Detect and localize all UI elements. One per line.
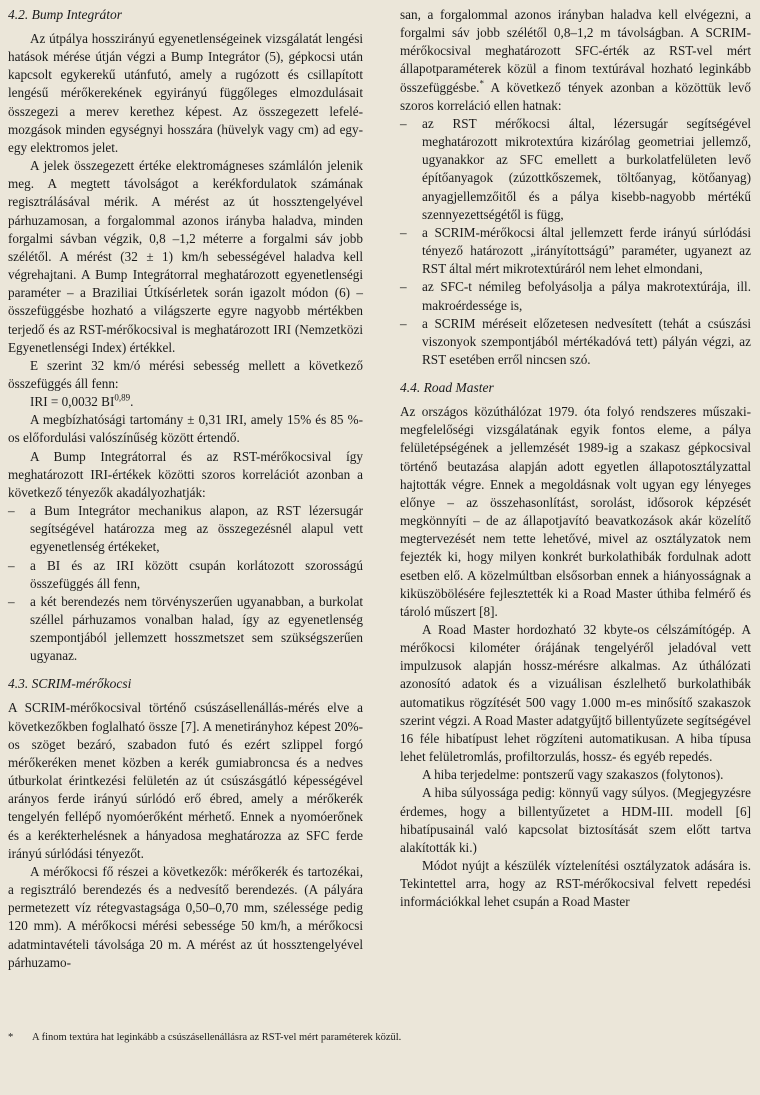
paragraph: Módot nyújt a készülék víztelenítési osztályzatok adására is. Tekintettel arra, hogy az RST-mérőkocsival felvett repedési információkkal lehet csupán a Road Master: [400, 858, 751, 910]
section-heading-bump-integrator: 4.2. Bump Integrátor: [8, 7, 122, 22]
paragraph: A megbízhatósági tartomány ± 0,31 IRI, amely 15% és 85 %-os előfordulási valószínűség között értendő.: [8, 412, 363, 446]
list-item: – az RST mérőkocsi által, lézersugár segítségével meghatározott mikrotextúra kizárólag geometriai jellemző, ugyanakkor az SFC emellett a burkolatfelületen levő építőanyagok (zúzottkőszemek, töltőanyag, kötőanyag) anyagjellemzőitől és a pálya kisebb-nagyobb mértékű szennyezettségétől is függ,: [400, 115, 751, 222]
list-item: – a SCRIM-mérőkocsi által jellemzett ferde irányú súrlódási tényező határozott „irányítottságú” paraméter, ugyanezt az RST által mért mikrotextúráról nem lehet elmondani,: [400, 224, 751, 277]
iri-formula: IRI = 0,0032 BI$^{0,89}$.: [30, 392, 134, 410]
right-column: [400, 6, 751, 912]
paragraph: san, a forgalommal azonos irányban haladva kell elvégezni, a forgalmi sáv jobb szélétől 0,8–1,2 m távolságban. A SCRIM-mérőkocsival meghatározott SFC-érték az RST-vel mért állapotparaméterek közül a finom textúrával hozható leginkább összefüggésbe.* A következő tények azonban a közöttük levő szoros korreláció ellen hatnak:: [400, 7, 751, 113]
list-item: – a Bum Integrátor mechanikus alapon, az RST lézersugár segítségével határozza meg az összegezésnél alapul vett egyenetlenség értékeket,: [8, 503, 363, 555]
list-item: – a SCRIM méréseit előzetesen nedvesített (tehát a csúszási viszonyok szempontjából mértékadóvá tett) pályán végzi, az RST esetében erről nincsen szó.: [400, 315, 751, 367]
list-item: – a két berendezés nem törvényszerűen ugyanabban, a burkolat széllel párhuzamos vonalban halad, így az egyenetlenség szempontjából jellemzett hosszmetszet sem szükségszerűen ugyanaz.: [8, 593, 363, 664]
footnote-marker: *: [8, 1032, 14, 1043]
paragraph: A jelek összegezett értéke elektromágneses számlálón jelenik meg. A megtett távolságot a kerékfordulatok számának regisztrálásával mérik. A mérést az út hossztengelyével párhuzamosan, a forgalommal azonos irányba haladva, minden forgalmi sávban végzik, 0,8 –1,2 méterre a forgalmi sáv jobb szélétől. A mérést (32 ± 1) km/h sebességével haladva kell végrehajtani. A Bump Integrátorral meghatározott egyenetlenségi paraméter – a Braziliai Útkísérletek során igazolt módon (6) – összefüggésbe hozható a világszerte egyre nagyobb mértékben terjedő és az RST-mérőkocsival is meghatározott IRI (Nemzetközi Egyenetlenségi Index) értékkel.: [8, 158, 363, 355]
footnote-marker: *: [479, 78, 484, 89]
left-column: [8, 6, 363, 972]
section-heading-scrim: 4.3. SCRIM-mérőkocsi: [8, 676, 132, 692]
factor-list: [400, 115, 751, 369]
paragraph: A hiba terjedelme: pontszerű vagy szakaszos (folytonos).: [422, 767, 724, 783]
paragraph: A mérőkocsi fő részei a következők: mérőkerék és tartozékai, a regisztráló berendezés és a nedvesítő berendezés. (A pályára permetezett víz rétegvastagsága 0,50–0,70 mm, szélessége pedig 120 mm). A mérőkocsi mérési sebessége 50 km/h, a mérőkocsi adatmintavételi távolsága 20 m. A mérést az út hossztengelyével párhuzamo-: [8, 863, 363, 970]
paragraph: A Bump Integrátorral és az RST-mérőkocsival így meghatározott IRI-értékek közötti szoros korrelációt azonban a következő tényezők akadályozhatják:: [8, 448, 363, 500]
paragraph: A Road Master hordozható 32 kbyte-os célszámítógép. A mérőkocsi kilométer órájának tengelyéről jeladóval vett impulzusok alapján hossz-mérésre alkalmas. Az úthálózati azonosító adatok és a vizuálisan észlelhető burkolathibák automatikus rögzítését 500 vagy 1.000 m-es minősítő szakaszok szerint végzi. A Road Master adatgyűjtő billentyűzete segítségével 16 féle hibatípust lehet rögzíteni automatikusan. A hiba típusa lehet felületromlás, profiltorzulás, hossz- és egyéb repedés.: [400, 622, 751, 765]
paragraph: E szerint 32 km/ó mérési sebesség mellett a következő összefüggés áll fenn:: [8, 357, 363, 391]
paragraph: Az útpálya hosszirányú egyenetlenségeinek vizsgálatát lengési hatások mérése útján végzi a Bump Integrátor (5), gépkocsi után kapcsolt egykerekű utánfutó, amely a rugózott és csillapított lengésű mérőkerekének egyirányú függőleges elmozdulásait összegezi a merev kerethez képest. Az összegezett lefelé-mozgások minden egységnyi hosszára (hüvelyk vagy cm) ad egy-egy elektromos jelet.: [8, 31, 363, 155]
paragraph: Az országos közúthálózat 1979. óta folyó rendszeres műszaki-megfelelőségi vizsgálatának egyik fontos eleme, a pálya felületépségének a jellemzését 1989-ig a szakasz gépkocsival történő beutazása alapján adott egyetlen állapotosztályzattal hajtották végre. Ennek a megoldásnak volt ugyan egy lényeges előnye – az összehasonlítást, sorolást, idősorok képzését megkönnyíti – de az állapotjavító beavatkozások akár közelítő megtervezését nem tette lehetővé, mivel az osztályzatok nem fejezték ki, hogy milyen konkrét burkolathibák fordulnak adott esetben elő. A közelmúltban elsősorban ennek a hiányosságnak a kiküszöbölésére fejlesztették ki a Road Master úthiba felmérő és tároló műszert [8].: [400, 404, 751, 619]
list-item: – a BI és az IRI között csupán korlátozott szorosságú összefüggés áll fenn,: [8, 557, 363, 591]
factor-list: [8, 502, 363, 665]
footnote-text: A finom textúra hat leginkább a csúszásellenállásra az RST-vel mért paraméterek közül.: [32, 1032, 402, 1043]
paragraph: A SCRIM-mérőkocsival történő csúszásellenállás-mérés elve a következőkben foglalható össze [7]. A menetirányhoz képest 20%-os szöget bezáró, szabadon futó és ezért szlippel forgó mérőkeréken menet közben a kerék gumiabroncsa és a nedves útburkolat érintkezési felületén az út csúszásgátló képességével arányos ferde irányú súrlódó erő ébred, amely a mérőkerék tengelyén fellépő nyomóerőként mérhető. Ennek a nyomóerőnek és a kerékterhelésnek a hányadosa meghatározza az SFC ferde irányú súrlódási tényezőt.: [8, 700, 363, 861]
footnote: [8, 1031, 748, 1045]
section-heading-road-master: 4.4. Road Master: [400, 380, 494, 396]
list-item: – az SFC-t némileg befolyásolja a pálya makrotextúrája, ill. makroérdessége is,: [400, 279, 751, 313]
paragraph: A hiba súlyossága pedig: könnyű vagy súlyos. (Megjegyzésre érdemes, hogy a billentyűzetet a HDM-III. modell [6] hibatípusainál való kapcsolat biztosítását szem előtt tartva alakították ki.): [400, 785, 751, 855]
